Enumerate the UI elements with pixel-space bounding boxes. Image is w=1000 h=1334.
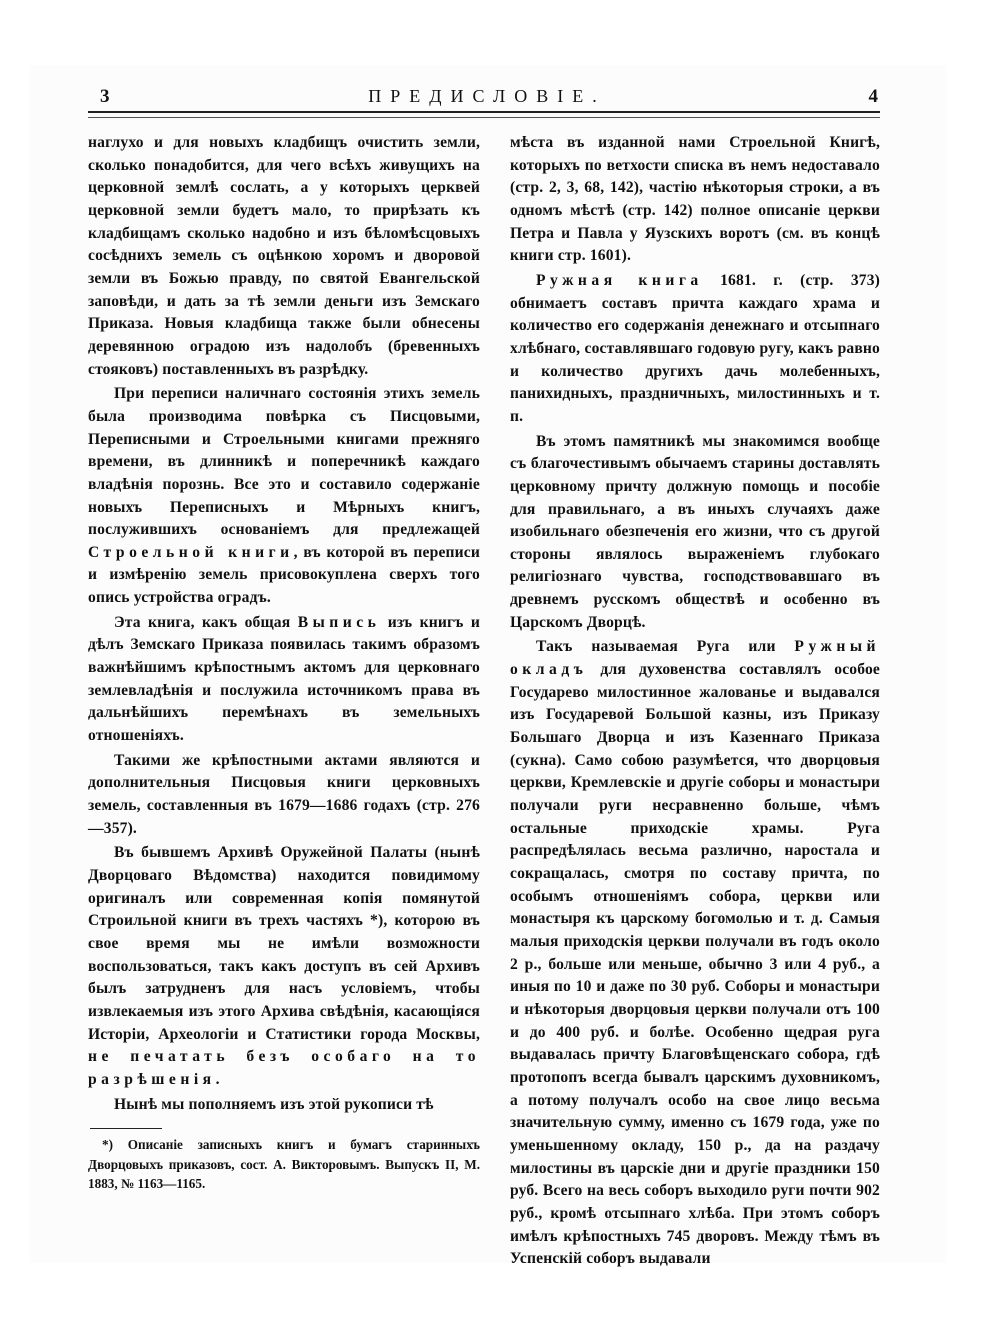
right-page-number: 4: [868, 86, 878, 107]
text-columns: [88, 132, 880, 1271]
paragraph-text: При переписи наличнаго состоянія этихъ земель была производима повѣрка съ Писцовыми, Переписными и Строельными книгами прежняго времени, въ длинникѣ и поперечникѣ каждаго владѣнія порознь. Все это и составило содержаніе новыхъ Переписныхъ и Мѣрныхъ книгъ, послужившихъ основаніемъ для предлежащей: [88, 385, 480, 539]
paragraph-text: Эта книга, какъ общая: [114, 613, 298, 631]
left-column: [88, 132, 480, 1271]
page-header: [88, 86, 880, 110]
paragraph-text: 1681. г. (стр. 373) обнимаетъ составъ причта каждаго храма и количество его содержанія денежнаго и отсыпнаго хлѣбнаго, составлявшаго годовую ругу, какъ равно и количество другихъ дачь молебенныхъ, панихидныхъ, праздничныхъ, милостинныхъ и т. п.: [510, 271, 880, 425]
left-page-number: 3: [100, 86, 110, 107]
footnote: *) Описаніе записныхъ книгъ и бумагъ старинныхъ Дворцовыхъ приказовъ, сост. А. Викторовымъ. Выпускъ II, М. 1883, № 1163—1165.: [88, 1137, 480, 1192]
spaced-emphasis: не печатать безъ особаго на то разрѣшенія.: [88, 1048, 480, 1088]
paragraph: [88, 383, 480, 610]
right-column: [510, 132, 880, 1271]
paragraph-text: Такими же крѣпостными актами являются и дополнительныя Писцовыя книги церковныхъ земель, составленныя въ 1679—1686 годахъ (стр. 276—357).: [88, 751, 480, 837]
spaced-emphasis: Выпись: [297, 613, 381, 631]
paragraph: [88, 750, 480, 841]
paragraph-text: наглухо и для новыхъ кладбищъ очистить земли, сколько понадобится, для чего всѣхъ живущихъ на церковной землѣ сослать, а у которыхъ церквей церковной земли будетъ мало, то прирѣзать къ кладбищамъ сколько надобно и изъ бѣломѣсцовыхъ сосѣднихъ земель съ оцѣнкою хоромъ и дворовой земли въ Божью правду, по святой Евангельской заповѣди, и дать за тѣ земли деньги изъ Земскаго Приказа. Новыя кладбища также были обнесены деревянною оградою изъ надолобъ (бревенныхъ стояковъ) поставленныхъ въ разрѣдку.: [88, 134, 480, 378]
paragraph-text: , въ которой въ переписи и измѣренію земель присовокуплена сверхъ того опись устройства оградъ.: [88, 543, 480, 607]
paragraph: [88, 612, 480, 748]
header-rule: [88, 111, 880, 118]
paragraph: [88, 132, 480, 381]
paragraph: [510, 431, 880, 635]
footnote-rule: [90, 1128, 162, 1129]
paragraph: [510, 270, 880, 429]
paragraph: [88, 842, 480, 1091]
paragraph-text: Въ бывшемъ Архивѣ Оружейной Палаты (нынѣ Дворцоваго Вѣдомства) находится повидимому оригиналъ или современная копія помянутой Строильной книги въ трехъ частяхъ *), которою въ свое время мы не имѣли возможности воспользоваться, такъ какъ доступъ въ сей Архивъ былъ затрудненъ для насъ условіемъ, чтобы извлекаемыя изъ этого Архива свѣдѣнія, касающіяся Исторіи, Археологіи и Статистики города Москвы,: [88, 844, 480, 1043]
running-title: ПРЕДИСЛОВІЕ.: [368, 86, 606, 106]
paragraph: [88, 1094, 480, 1117]
paragraph-text: Нынѣ мы пополняемъ изъ этой рукописи тѣ: [114, 1095, 434, 1113]
spaced-emphasis: Ружная книга: [536, 271, 703, 289]
paragraph-text: для духовенства составлялъ особое Государево милостинное жалованье и выдавался изъ Государевой Большой казны, изъ Приказу Большаго Дворца и изъ Казеннаго Приказа (сукна). Само собою разумѣется, что дворцовыя церкви, Кремлевскіе и другіе соборы и монастыри получали руги несравненно больше, чѣмъ остальные приходскіе храмы. Руга распредѣлялась весьма различно, наростала и сокращалась, смотря по составу причта, по особымъ отношеніямъ собора, церкви или монастыря къ царскому богомолью и т. д. Самыя малыя приходскія церкви получали въ годъ около 2 р., больше или меньше, обычно 3 или 4 руб., а иныя по 10 и даже по 30 руб. Соборы и монастыри и нѣкоторыя дворцовыя церкви получали отъ 100 и до 400 руб. и болѣе. Особенно щедрая руга выдавалась причту Благовѣщенскаго собора, гдѣ протопопъ всегда бывалъ царскимъ духовникомъ, а потому получалъ особо на свое лицо весьма значительную сумму, именно съ 1679 года, уже по уменьшенному окладу, 150 р., да на раздачу милостины въ царскіе дни и другіе праздники 150 руб. Всего на весь соборъ выходило руги почти 902 руб., кромѣ отсыпнаго хлѣба. При этомъ соборъ имѣлъ крѣпостныхъ 745 дворовъ. Между тѣмъ въ Успенскій соборъ выдавали: [510, 661, 880, 1268]
paragraph: [510, 636, 880, 1270]
spaced-emphasis: Строельной книги: [88, 543, 294, 561]
paragraph-text: Въ этомъ памятникѣ мы знакомимся вообще съ благочестивымъ обычаемъ старины доставлять церковному причту должную помощь и пособіе для правильнаго, а въ иныхъ случаяхъ даже изобильнаго обезпеченія его жизни, что съ другой стороны являлось выраженіемъ глубокаго религіознаго чувства, господствовавшаго въ древнемъ русскомъ обществѣ и особенно въ Царскомъ Дворцѣ.: [510, 432, 880, 631]
paragraph-text: изъ книгъ и дѣлъ Земскаго Приказа появилась такимъ образомъ важнѣйшимъ крѣпостнымъ актомъ для церковнаго землевладѣнія и послужила источникомъ права въ дальнѣйшихъ перемѣнахъ въ земельныхъ отношеніяхъ.: [88, 613, 480, 745]
paragraph-text: Такъ называемая Руга или: [536, 638, 795, 656]
paragraph-text: мѣста въ изданной нами Строельной Книгѣ, которыхъ по ветхости списка въ немъ недоставало (стр. 2, 3, 68, 142), частію нѣкоторыя строки, а въ одномъ мѣстѣ (стр. 142) полное описаніе церкви Петра и Павла у Яузскихъ воротъ (см. въ концѣ книги стр. 1601).: [510, 134, 880, 265]
paragraph: [510, 132, 880, 268]
book-page-spread: [88, 86, 880, 1271]
spaced-emphasis: Ружный окладъ: [510, 638, 880, 679]
